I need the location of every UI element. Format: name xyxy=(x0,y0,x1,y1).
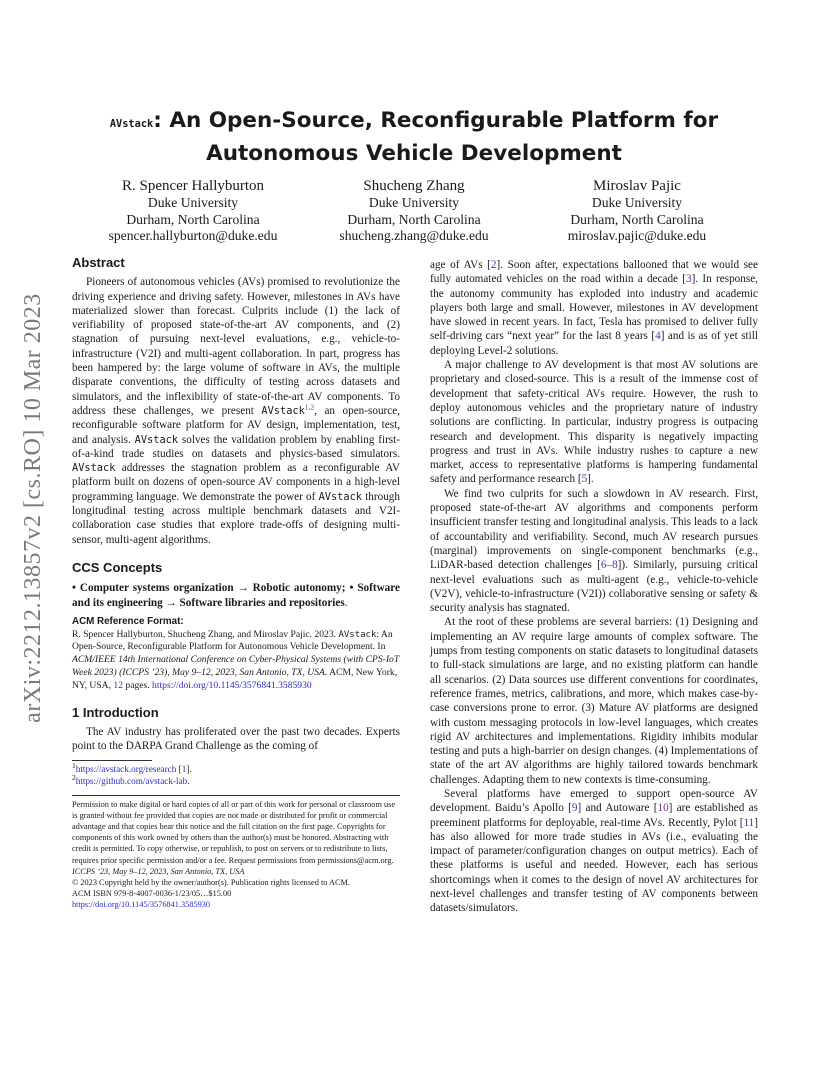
author-location: Durham, North Carolina xyxy=(347,211,481,227)
author-affiliation: Duke University xyxy=(591,195,683,210)
citation-3[interactable]: 3 xyxy=(686,273,692,286)
title-mono: AVstack xyxy=(109,118,154,130)
abstract-text: Pioneers of autonomous vehicles (AVs) promised to revolutionize the driving experience and driving safety. However, milestones in AVs have materialized slower than forecast. Culprits include (1) the lack of verifiability of proposed state-of-the-art AV components, and (2) stagnation of pursuing next-level evaluations, e.g., vehicle-to-infrastructure (V2I) and multi-agent collaboration. In part, progress has been hampered by: the large volume of software in AVs, the multiple disparate conventions, the difficulty of testing across datasets and simulators, and the inflexibility of state-of-the-art AV components. To address these challenges, we present AVstack$^{1,2}$, an open-source, reconfigurable software platform for AV design, implementation, test, and analysis. AVstack solves the validation problem by enabling first-of-a-kind trade studies on datasets and physics-based simulators. AVstack addresses the stagnation problem as a reconfigurable AV platform built on dozens of open-source AV components in a high-level programming language. We demonstrate the power of AVstack through longitudinal testing across multiple benchmark datasets and V2I-collaboration case studies that explore trade-offs of designing multi-sensor, multi-agent algorithms. xyxy=(72,276,400,546)
author-2 xyxy=(299,177,529,245)
ccs-heading: CCS Concepts xyxy=(72,559,163,575)
paragraph-platforms: Several platforms have emerged to support open-source AV development. Baidu’s Apollo [9] and Autoware [10] are established as preeminent platforms for deployable, real-time AVs. Recently, Pylot [11] has also allowed for more trade studies in AVs (i.e., evaluating the impact of parameter/configuration changes on output metrics). Each of these platforms is useful and needed. However, each has serious shortcomings when it comes to the design of novel AV architectures for next-level challenges and transfer testing of AV components between datasets/simulators. xyxy=(430,787,758,915)
title-line2: Autonomous Vehicle Development xyxy=(206,141,622,166)
citation-1[interactable]: 1 xyxy=(181,763,187,774)
permission-doi-link[interactable]: https://doi.org/10.1145/3576841.3585930 xyxy=(72,900,211,910)
author-name: Miroslav Pajic xyxy=(593,178,681,194)
right-column xyxy=(430,258,758,916)
citation-9[interactable]: 9 xyxy=(571,802,578,815)
title-line1: : An Open-Source, Reconfigurable Platform for xyxy=(153,108,719,133)
permission-rule xyxy=(72,795,400,796)
citation-2[interactable]: 2 xyxy=(490,259,497,271)
abstract-heading: Abstract xyxy=(72,255,125,270)
author-affiliation: Duke University xyxy=(147,195,239,210)
footnote-ref-1[interactable]: 1 xyxy=(304,402,309,412)
citation-11[interactable]: 11 xyxy=(743,816,755,829)
paragraph-challenge: A major challenge to AV development is that most AV solutions are proprietary and closed-source. This is a result of the immense cost of development that safety-critical AVs require. However, the rush to deploy autonomous vehicles and the proprietary nature of industry solutions are conflicting. In particular, industry progress is outpacing research and development. This disparity is negatively impacting progress and trust in AVs. While industry rushes to capture a new market, access to representative platforms is hampering fundamental safety and performance research [5]. xyxy=(430,359,758,486)
author-affiliation: Duke University xyxy=(368,195,460,210)
paragraph-barriers: At the root of these problems are several barriers: (1) Designing and implementing an AV require large amounts of complex software. The jumps from testing components on static datasets to longitudinal datasets to full-stack simulations are large, and no existing platform can handle all scenarios. (2) Data sources use different conventions for coordinates, reference frames, metrics, calibrations, and more, which makes case-by-case conversions prone to error. (3) Mature AV platforms are designed with custom messaging protocols in low-level languages, which creates rigid AV architectures and implementations. Rigidity inhibits modular testing and puts a high-barrier on design changes. (4) Implementations of state of the art AV algorithms are highly tailored towards benchmark challenges. Adapting them to new contexts is time-consuming. xyxy=(430,616,758,786)
footnote-1-link[interactable]: https://avstack.org/research xyxy=(75,763,177,774)
footnote-1: $^1$https://avstack.org/research [1]. xyxy=(72,760,192,774)
acm-reference: ACM Reference Format: R. Spencer Hallyburton, Shucheng Zhang, and Miroslav Pajic. 2023. AVstack: An Open-Source, Reconfigurable Platform for Autonomous Vehicle Development. In ACM/IEEE 14th International Conference on Cyber-Physical Systems (with CPS-IoT Week 2023) (ICCPS ’23), May 9–12, 2023, San Antonio, TX, USA. ACM, New York, NY, USA, 12 pages. https://doi.org/10.1145/3576841.3585930 xyxy=(72,615,400,691)
author-name: R. Spencer Hallyburton xyxy=(121,178,265,194)
footnote-2: $^2$https://github.com/avstack-lab. xyxy=(72,772,190,786)
copyright-line: © 2023 Copyright held by the owner/author(s). Publication rights licensed to ACM. xyxy=(72,877,350,887)
footnotes xyxy=(72,760,400,787)
citation-5[interactable]: 5 xyxy=(581,473,588,486)
author-1 xyxy=(78,177,308,245)
citation-10[interactable]: 10 xyxy=(657,802,669,815)
author-email: spencer.hallyburton@duke.edu xyxy=(108,228,278,243)
paragraph-culprits: We find two culprits for such a slowdown in AV research. First, proposed state-of-the-art AV algorithms and components perform insufficient transfer testing and longitudinal analysis. This leads to a lack of accountability and verifiability. Second, much AV research pursues (marginal) improvements on single-component benchmarks (e.g., LiDAR-based detection challenges [6–8]). Similarly, pursuing critical next-level evaluations such as multi-agent (e.g., vehicle-to-vehicle (V2V), vehicle-to-infrastructure (V2I)) collaborative sensing or safety & security analysis has stagnated. xyxy=(430,487,758,615)
footnote-ref-2[interactable]: 2 xyxy=(310,402,315,412)
footnote-2-link[interactable]: https://github.com/avstack-lab xyxy=(75,775,188,786)
permission-notice: Permission to make digital or hard copies of all or part of this work for personal or classroom use is granted without fee provided that copies are not made or distributed for profit or commercial advantage and that copies bear this notice and the full citation on the first page. Copyrights for components of this work owned by others than the author(s) must be honored. Abstracting with credit is permitted. To copy otherwise, or republish, to post on servers or to redistribute to lists, requires prior specific permission and/or a fee. Request permissions from permissions@acm.org. ICCPS ’23, May 9–12, 2023, San Antonio, TX, USA © 2023 Copyright held by the owner/author(s). Publication rights licensed to ACM. ACM ISBN 979-8-4007-0036-1/23/05…$15.00 https://doi.org/10.1145/3576841.3585930 xyxy=(72,799,400,911)
left-column xyxy=(72,256,400,911)
paragraph-intro-continued: age of AVs [2]. Soon after, expectations ballooned that we would see fully automated vehicles on the road within a decade [3]. In response, the autonomy community has exploded into industry and academic players both large and small. However, milestones in AV development have slowed in recent years. In fact, Tesla has promised to deliver fully self-driving cars “next year” for the last 8 years [4] and is as of yet still deploying Level-2 solutions. xyxy=(430,259,758,357)
author-name: Shucheng Zhang xyxy=(363,178,465,194)
citation-4[interactable]: 4 xyxy=(655,330,661,343)
arxiv-identifier: arXiv:2212.13857v2 [cs.RO] 10 Mar 2023 xyxy=(20,293,46,723)
intro-text: The AV industry has proliferated over the past two decades. Experts point to the DARPA Grand Challenge as the coming of xyxy=(72,725,400,753)
author-email: shucheng.zhang@duke.edu xyxy=(339,228,489,243)
author-location: Durham, North Carolina xyxy=(126,211,260,227)
venue-line: ICCPS ’23, May 9–12, 2023, San Antonio, TX, USA xyxy=(72,866,245,876)
author-location: Durham, North Carolina xyxy=(570,211,704,227)
author-email: miroslav.pajic@duke.edu xyxy=(567,228,707,243)
paper-title xyxy=(60,106,768,168)
citation-6-8[interactable]: 6–8 xyxy=(600,559,618,572)
ccs-concepts: • Computer systems organization → Robotic autonomy; • Software and its engineering → Software libraries and repositories. xyxy=(72,582,400,609)
doi-link[interactable]: https://doi.org/10.1145/3576841.3585930 xyxy=(152,679,312,691)
acm-reference-heading: ACM Reference Format: xyxy=(72,615,184,627)
intro-heading: 1 Introduction xyxy=(72,704,159,720)
pages-link[interactable]: 12 xyxy=(113,679,123,691)
author-3 xyxy=(522,177,752,245)
isbn-line: ACM ISBN 979-8-4007-0036-1/23/05…$15.00 xyxy=(72,889,232,899)
footnote-rule xyxy=(72,760,152,761)
